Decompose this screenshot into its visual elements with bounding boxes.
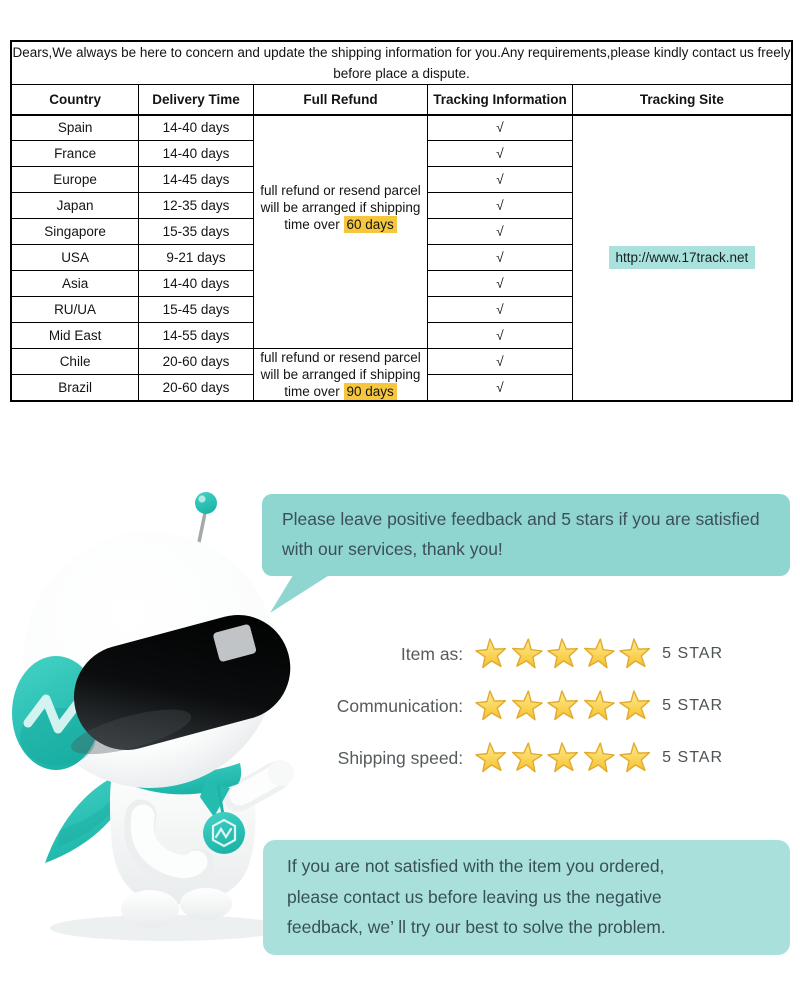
tracking-check: √ [428,193,573,219]
speech-bubble-tail [270,567,350,613]
country-cell: USA [11,245,139,271]
delivery-cell: 15-45 days [139,297,254,323]
header-country: Country [11,85,139,115]
star-group [473,742,653,775]
tracking-check: √ [428,167,573,193]
notice-row [11,41,792,85]
delivery-cell: 9-21 days [139,245,254,271]
delivery-cell: 20-60 days [139,349,254,375]
dispute-notice-line: If you are not satisfied with the item you ordered, [287,856,665,876]
star-group [473,690,653,723]
refund-days-highlight: 90 days [344,383,397,400]
star-icon [617,636,653,671]
country-cell: Chile [11,349,139,375]
country-cell: France [11,141,139,167]
tracking-check: √ [428,349,573,375]
rating-list [0,636,723,792]
delivery-cell: 12-35 days [139,193,254,219]
tracking-check: √ [428,323,573,349]
header-delivery-time: Delivery Time [139,85,254,115]
tracking-site-cell [572,115,792,402]
star-icon [473,688,509,723]
delivery-cell: 14-45 days [139,167,254,193]
rating-label: Shipping speed: [337,747,464,768]
rating-row-communication [0,688,723,724]
tracking-check: √ [428,141,573,167]
star-icon [545,688,581,723]
star-icon [617,740,653,775]
tracking-check: √ [428,297,573,323]
table-header-row [11,85,792,115]
country-cell: RU/UA [11,297,139,323]
star-icon [509,636,546,672]
notice-text: Dears,We always be here to concern and update the shipping information for you.Any requirements,please kindly contact us freely before place a dispute. [11,41,792,85]
star-icon [545,636,581,671]
robot-antenna [195,492,217,547]
dispute-notice-box [263,840,790,955]
tracking-check: √ [428,375,573,401]
rating-label: Communication: [336,695,464,716]
star-icon [617,688,653,723]
dispute-notice-line: please contact us before leaving us the negative [287,886,662,907]
refund-cell-group2 [253,349,427,402]
delivery-cell: 14-40 days [139,271,254,297]
rating-label: Item as: [400,643,464,664]
delivery-cell: 20-60 days [139,375,254,401]
rating-suffix: 5 STAR [662,645,723,662]
dispute-notice-line: feedback, we’ ll try our best to solve the problem. [287,917,666,937]
header-full-refund: Full Refund [253,85,427,115]
delivery-cell: 15-35 days [139,219,254,245]
star-group [473,638,653,671]
star-icon [581,740,618,776]
star-icon [545,740,581,775]
rating-suffix: 5 STAR [662,749,723,766]
star-icon [581,688,618,724]
country-cell: Singapore [11,219,139,245]
tracking-site-link[interactable]: http://www.17track.net [609,246,756,269]
tracking-check: √ [428,219,573,245]
tracking-check: √ [428,271,573,297]
country-cell: Asia [11,271,139,297]
country-cell: Mid East [11,323,139,349]
star-icon [509,688,546,724]
tracking-check: √ [428,115,573,141]
header-tracking-site: Tracking Site [572,85,792,115]
delivery-cell: 14-40 days [139,141,254,167]
star-icon [473,740,509,775]
refund-days-highlight: 60 days [344,216,397,233]
country-cell: Spain [11,115,139,141]
tracking-check: √ [428,245,573,271]
refund-cell-group1 [253,115,427,349]
country-cell: Europe [11,167,139,193]
refund-text: full refund or resend parcel will be arranged if shipping time over [260,183,421,233]
delivery-cell: 14-40 days [139,115,254,141]
star-icon [509,740,546,776]
star-icon [581,636,618,672]
delivery-cell: 14-55 days [139,323,254,349]
star-icon [473,636,509,671]
refund-text: full refund or resend parcel will be arranged if shipping time over [260,350,421,399]
header-tracking-information: Tracking Information [428,85,573,115]
rating-suffix: 5 STAR [662,697,723,714]
table-row [11,115,792,141]
country-cell: Brazil [11,375,139,401]
shipping-info-table [10,40,793,402]
feedback-speech-bubble [262,494,790,576]
rating-row-item-as [0,636,723,672]
country-cell: Japan [11,193,139,219]
rating-row-shipping-speed [0,740,723,776]
feedback-bubble-text: Please leave positive feedback and 5 stars if you are satisfied with our services, thank you! [282,509,760,559]
